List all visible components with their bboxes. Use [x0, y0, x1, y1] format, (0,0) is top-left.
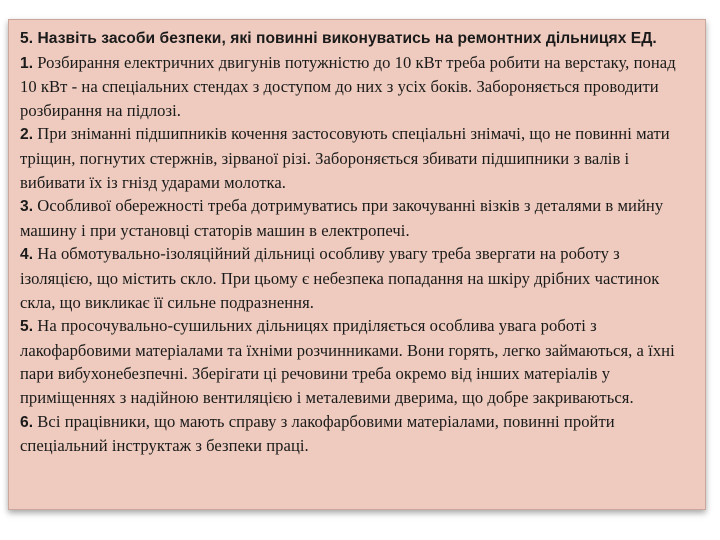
- list-item: [20, 314, 695, 409]
- item-text: При зніманні підшипників кочення застосовують спеціальні знімачі, що не повинні мати тріщин, погнутих стержнів, зірваної різі. Забороняється збивати підшипники з валів і вибивати їх із гнізд ударами молотка.: [20, 124, 670, 192]
- item-number: 5.: [20, 318, 34, 336]
- item-text: Всі працівники, що мають справу з лакофарбовими матеріалами, повинні пройти спеціальний інструктаж з безпеки праці.: [20, 411, 615, 456]
- item-number: 2.: [20, 126, 34, 144]
- list-item: [20, 410, 695, 458]
- list-item: [20, 194, 695, 242]
- item-number: 6.: [20, 413, 34, 431]
- item-text: Особливої обережності треба дотримуватись при закочуванні візків з деталями в мийну машину і при установці статорів машин в електропечі.: [20, 196, 664, 240]
- item-number: 1.: [20, 54, 34, 72]
- item-number: 4.: [20, 246, 34, 264]
- list-item: [20, 242, 695, 314]
- item-text: Розбирання електричних двигунів потужністю до 10 кВт треба робити на верстаку, понад 10 кВт - на спеціальних стендах з доступом до них з усіх боків. Забороняється проводити розбирання на підлозі.: [20, 52, 676, 120]
- question-heading: 5. Назвіть засоби безпеки, які повинні виконуватись на ремонтних дільницях ЕД.: [20, 30, 657, 47]
- list-item: [20, 51, 695, 123]
- item-text: На просочувально-сушильних дільницях приділяється особлива увага роботі з лакофарбовими матеріалами та їхніми розчинниками. Вони горять, легко займаються, а їхні пари вибухонебезпечні. Зберігати ці речовини треба окремо від інших матеріалів у приміщеннях з надійною вентиляцією і металевими дверима, що добре закриваються.: [20, 316, 675, 407]
- list-item: [20, 122, 695, 194]
- text-box: [8, 19, 706, 510]
- item-number: 3.: [20, 198, 34, 216]
- item-text: На обмотувально-ізоляційний дільниці особливу увагу треба звергати на роботу з ізоляцією, що містить скло. При цьому є небезпека попадання на шкіру дрібних частинок скла, що викликає її сильне подразнення.: [20, 244, 660, 312]
